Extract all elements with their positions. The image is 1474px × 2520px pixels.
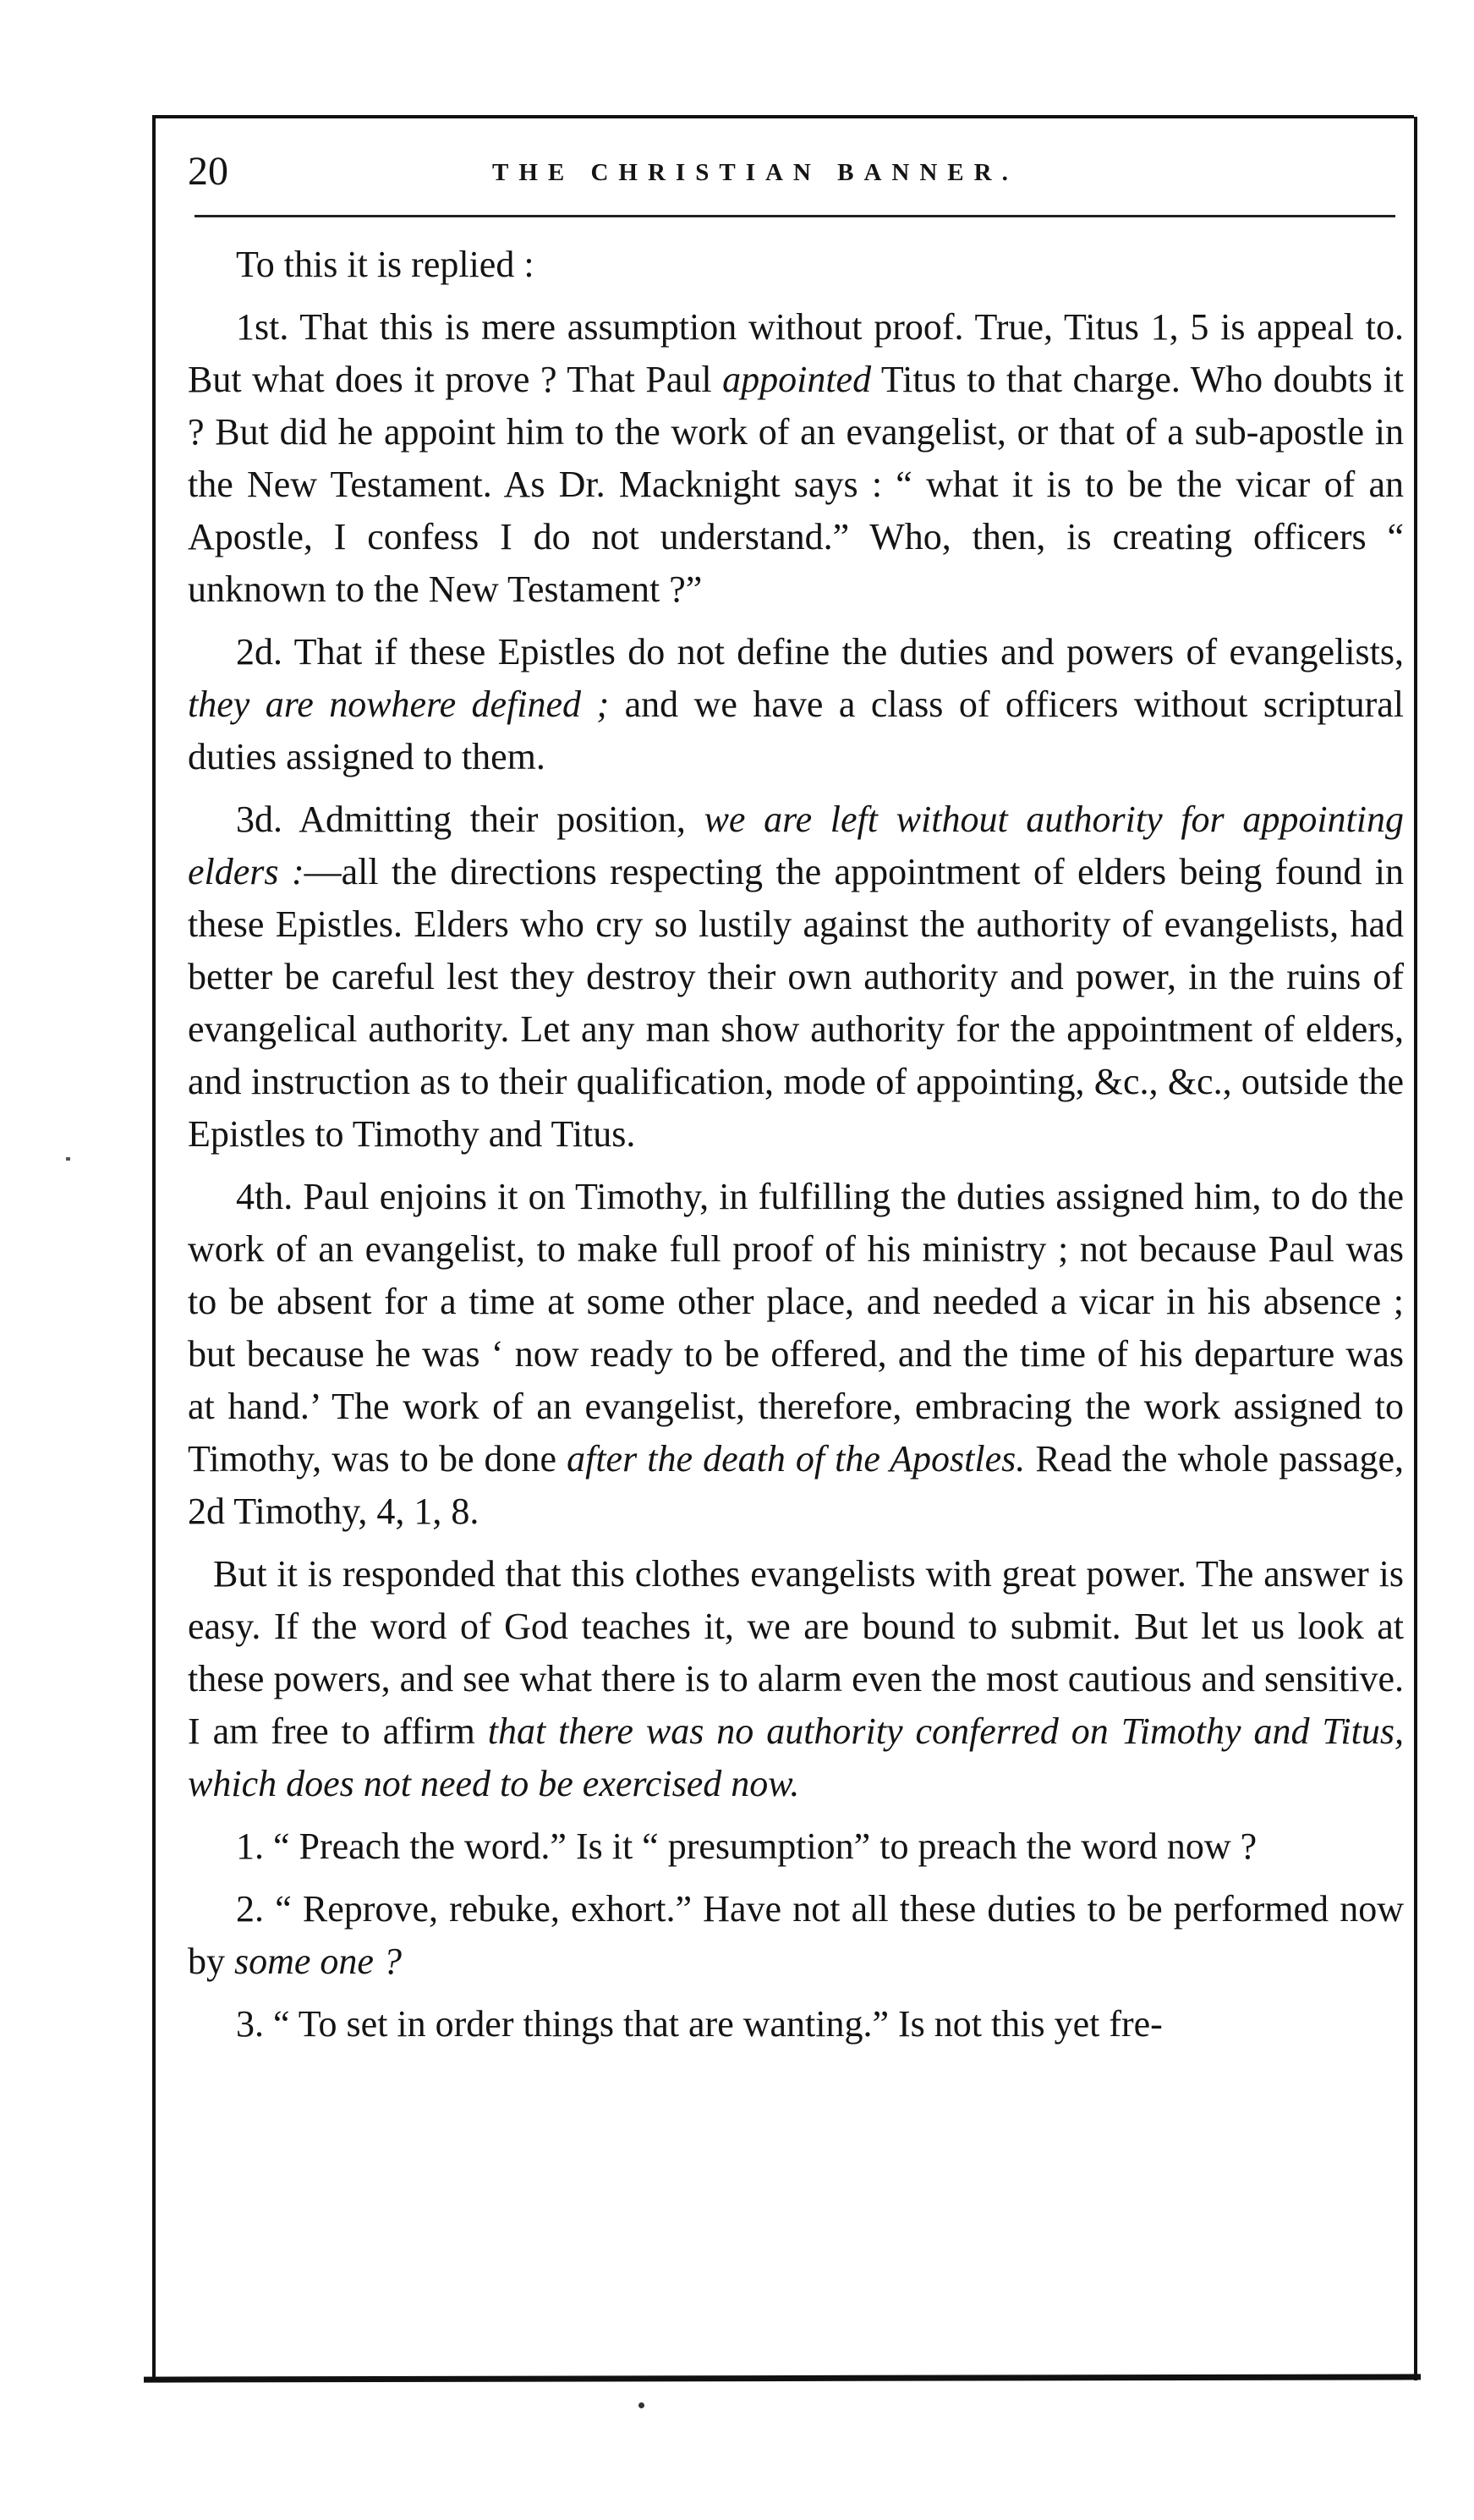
text-run: Titus to that charge. Who doubts it ? But did he appoint him to the work of an evangelist, or that of a sub-apostle in the New Testament. As Dr. Macknight says : “ what it is to be the vicar of an Apostle, I confess I do not understand.” Who, then, is creating officers “ unknown to the New Testament ?” bbox=[188, 359, 1404, 610]
paragraph bbox=[188, 1820, 1404, 1873]
italic-text-run: some one ? bbox=[234, 1941, 402, 1982]
italic-text-run: that there was no authority conferred on Timothy and Titus, which does not need to be exercised now. bbox=[188, 1710, 1404, 1804]
text-run: Read the whole passage, 2d Timothy, 4, 1, 8. bbox=[188, 1438, 1404, 1532]
print-speck bbox=[66, 1157, 70, 1161]
paragraph bbox=[188, 1171, 1404, 1538]
italic-text-run: appointed bbox=[722, 359, 872, 400]
article-body bbox=[188, 239, 1404, 2051]
text-run: 1. “ Preach the word.” Is it “ presumption” to preach the word now ? bbox=[236, 1825, 1258, 1867]
italic-text-run: they are nowhere defined ; bbox=[188, 684, 610, 725]
paragraph bbox=[188, 1883, 1404, 1988]
text-run: 3d. Admitting their position, bbox=[236, 799, 704, 840]
italic-text-run: after the death of the Apostles. bbox=[567, 1438, 1026, 1480]
text-run: —all the directions respecting the appointment of elders being found in these Epistles. Elders who cry so lustily against the authority of evangelists, had better be careful lest they destroy their own authority and power, in the ruins of evangelical authority. Let any man show authority for the appointment of elders, and instruction as to their qualification, mode of appointing, &c., &c., outside the Epistles to Timothy and Titus. bbox=[188, 851, 1404, 1155]
journal-title: THE CHRISTIAN BANNER. bbox=[492, 159, 1018, 186]
text-run: and we have a class of officers without scriptural duties assigned to them. bbox=[188, 684, 1405, 777]
header-rule bbox=[195, 215, 1395, 217]
italic-text-run: we are left without authority for appointing elders : bbox=[188, 799, 1405, 892]
paragraph bbox=[188, 1548, 1404, 1810]
paragraph bbox=[188, 301, 1404, 616]
page-number: 20 bbox=[188, 149, 228, 194]
text-run: 2d. That if these Epistles do not define the duties and powers of evangelists, bbox=[236, 631, 1404, 673]
text-run: 4th. Paul enjoins it on Timothy, in fulfilling the duties assigned him, to do the work of an evangelist, to make full proof of his ministry ; not because Paul was to be absent for a time at some other place, and needed a vicar in his absence ; but because he was ‘ now ready to be offered, and the time of his departure was at hand.’ The work of an evangelist, therefore, embracing the work assigned to Timothy, was to be done bbox=[188, 1176, 1404, 1480]
text-run: To this it is replied : bbox=[236, 244, 534, 285]
print-speck bbox=[638, 2402, 644, 2408]
paragraph bbox=[188, 239, 1404, 291]
paragraph bbox=[188, 793, 1404, 1161]
text-run: 3. “ To set in order things that are wanting.” Is not this yet fre- bbox=[236, 2003, 1163, 2045]
text-run: 1st. That this is mere assumption without proof. True, Titus 1, 5 is appeal to. But what does it prove ? That Paul bbox=[188, 306, 1404, 400]
text-run: But it is responded that this clothes evangelists with great power. The answer is easy. If the word of God teaches it, we are bound to submit. But let us look at these powers, and see what there is to alarm even the most cautious and sensitive. I am free to affirm bbox=[188, 1553, 1404, 1752]
text-run: 2. “ Reprove, rebuke, exhort.” Have not all these duties to be performed now by bbox=[188, 1888, 1404, 1982]
paragraph bbox=[188, 1998, 1404, 2051]
running-head bbox=[188, 142, 1389, 201]
paragraph bbox=[188, 626, 1404, 783]
